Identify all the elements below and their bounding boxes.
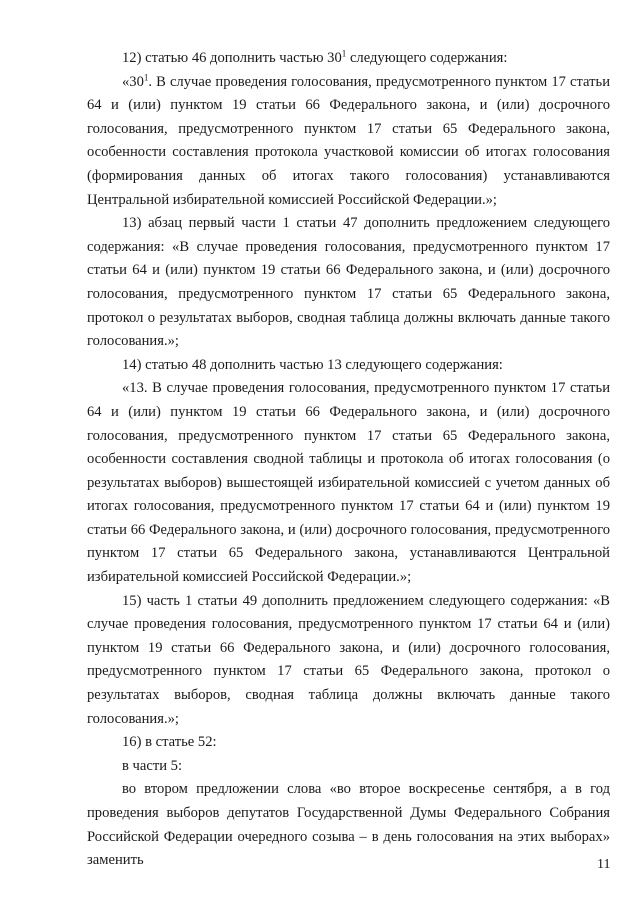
paragraph-item-16: 16) в статье 52: (122, 734, 217, 751)
document-page (87, 47, 610, 873)
paragraph-item-15: 15) часть 1 статьи 49 дополнить предложением следующего содержания: «В случае проведения голосования, предусмотренного пунктом 17 статьи 64 и (или) пунктом 19 статьи 66 Федерального закона, и (или) досрочного голосования, предусмотренного пунктом 17 статьи 65 Федерального закона, протокол о результатах выборов, сводная таблица должны включать данные такого голосования.»; (87, 592, 610, 727)
page-number: 11 (597, 857, 611, 872)
paragraph-item-12: 12) статью 46 дополнить частью $30^1$ следующего содержания: (122, 48, 508, 66)
paragraph-item-14: 14) статью 48 дополнить частью 13 следующего содержания: (122, 356, 503, 373)
paragraph-item-13: 13) абзац первый части 1 статьи 47 дополнить предложением следующего содержания: «В случае проведения голосования, предусмотренного пунктом 17 статьи 64 и (или) пунктом 19 статьи 66 Федерального закона, и (или) досрочного голосования, предусмотренного пунктом 17 статьи 65 Федерального закона, протокол о результатах выборов, сводная таблица должны включать данные такого голосования.»; (87, 215, 610, 350)
paragraph-quote-13: «13. В случае проведения голосования, предусмотренного пунктом 17 статьи 64 и (или) пунктом 19 статьи 66 Федерального закона, и (или) досрочного голосования, предусмотренного пунктом 17 статьи 65 Федерального закона, особенности составления сводной таблицы и протокола об итогах голосования (о результатах выборов) вышестоящей избирательной комиссией с учетом данных об итогах голосования, предусмотренного пунктом 17 статьи 64 и (или) пунктом 19 статьи 66 Федерального закона, и (или) досрочного голосования, предусмотренного пунктом 17 статьи 65 Федерального закона, устанавливаются Центральной избирательной комиссией Российской Федерации.»; (87, 380, 610, 586)
paragraph-quote-30-1: «$30^1$. В случае проведения голосования, предусмотренного пунктом 17 статьи 64 и (или) пунктом 19 статьи 66 Федерального закона, и (или) досрочного голосования, предусмотренного пунктом 17 статьи 65 Федерального закона, особенности составления протокола участковой комиссии об итогах голосования (формирования данных об итогах такого голосования) устанавливаются Центральной избирательной комиссией Российской Федерации.»; (87, 71, 610, 208)
paragraph-part-5: в части 5: (122, 757, 183, 774)
paragraph-second-sentence: во втором предложении слова «во второе воскресенье сентября, а в год проведения выборов депутатов Государственной Думы Федерального Собрания Российской Федерации очередного созыва – в день голосования на этих выборах» заменить (87, 781, 610, 869)
